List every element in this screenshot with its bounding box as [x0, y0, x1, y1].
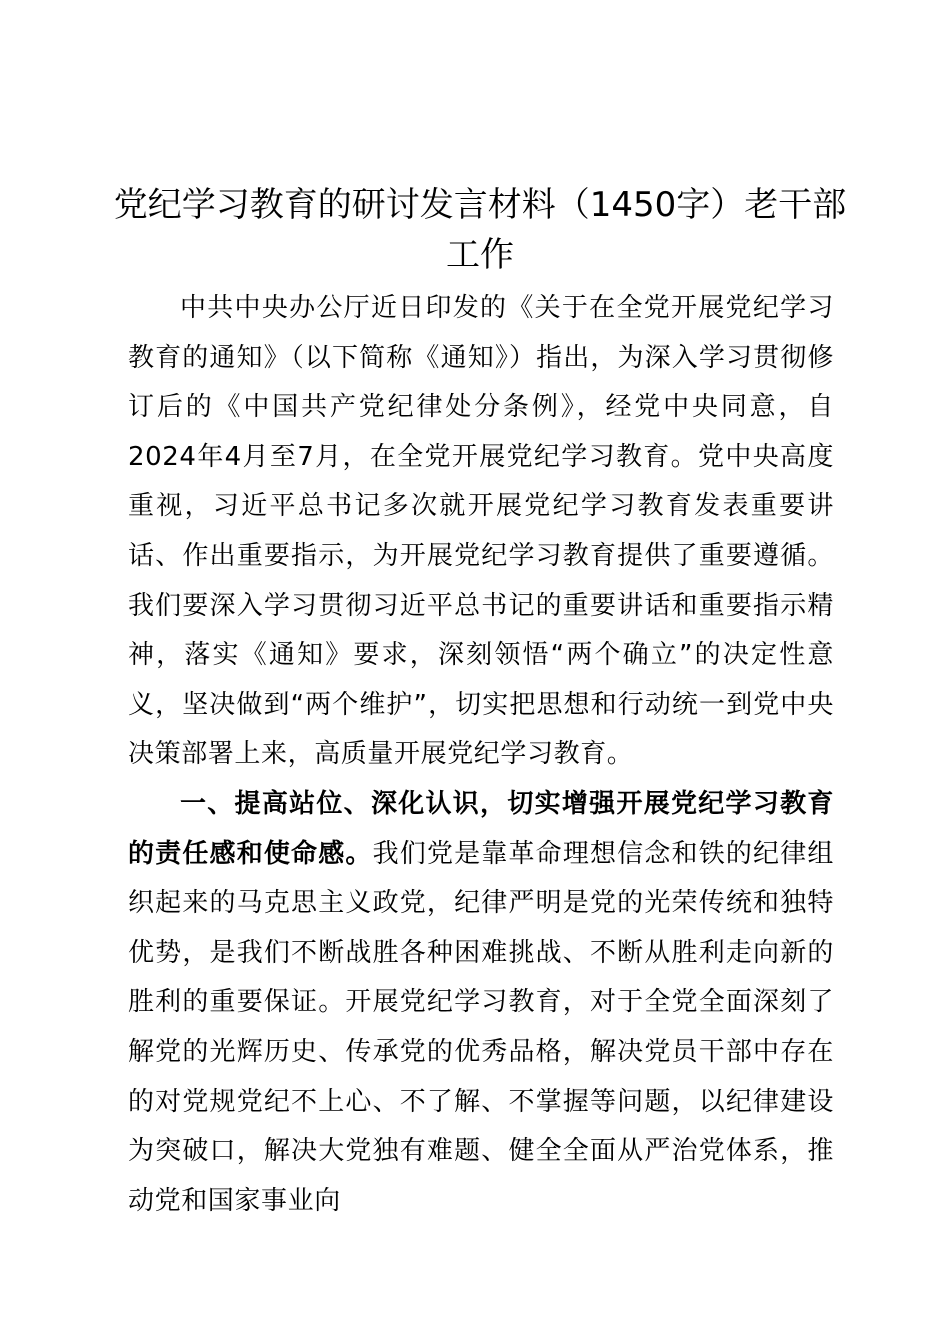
body-paragraph-2 [128, 780, 834, 1226]
section-1-heading: 一、提高站位、深化认识，切实增强开展党纪学习教育的责任感和使命感。 [128, 789, 834, 869]
paragraph-2-text: 我们党是靠革命理想信念和铁的纪律组织起来的马克思主义政党，纪律严明是党的光荣传统和独特优势，是我们不断战胜各种困难挑战、不断从胜利走向新的胜利的重要保证。开展党纪学习教育，对于全党全面深刻了解党的光辉历史、传承党的优秀品格，解决党员干部中存在的对党规党纪不上心、不了解、不掌握等问题，以纪律建设为突破口，解决大党独有难题、健全全面从严治党体系，推动党和国家事业向 [128, 838, 835, 1216]
body-paragraph-1 [128, 284, 834, 780]
paragraph-1-text: 中共中央办公厅近日印发的《关于在全党开展党纪学习教育的通知》（以下简称《通知》）指出，为深入学习贯彻修订后的《中国共产党纪律处分条例》，经党中央同意，自 2024年4月至7月，在全党开展党纪学习教育。党中央高度重视，习近平总书记多次就开展党纪学习教育发表重要讲话、作出重要指示，为开展党纪学习教育提供了重要遵循。我们要深入学习贯彻习近平总书记的重要讲话和重要指示精神，落实《通知》要求，深刻领悟“两个确立”的决定性意义，坚决做到“两个维护”，切实把思想和行动统一到党中央决策部署上来，高质量开展党纪学习教育。 [128, 293, 834, 770]
document-title: 党纪学习教育的研讨发言材料（1450字）老干部工作 [113, 185, 847, 275]
